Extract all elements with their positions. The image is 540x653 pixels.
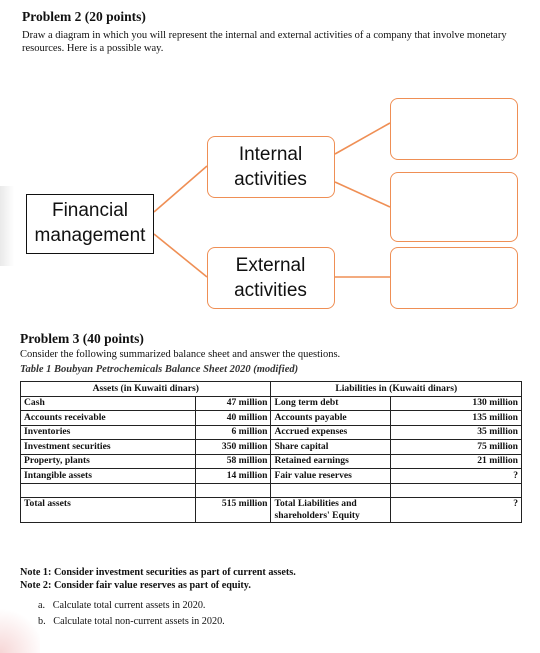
connector-fin-external	[154, 234, 207, 277]
asset-value: 14 million	[195, 469, 271, 484]
questions	[38, 598, 225, 630]
question-b: b. Calculate total non-current assets in 2020.	[38, 616, 225, 627]
problem-3-title: Problem 3 (40 points)	[20, 331, 144, 346]
table-row	[21, 411, 522, 426]
liability-value: 130 million	[391, 396, 522, 411]
liability-value: 35 million	[391, 425, 522, 440]
total-liabilities-value: ?	[391, 498, 522, 523]
liability-value: 135 million	[391, 411, 522, 426]
asset-label: Investment securities	[21, 440, 196, 455]
liability-label: Share capital	[271, 440, 391, 455]
asset-value: 350 million	[195, 440, 271, 455]
liability-value: 21 million	[391, 454, 522, 469]
question-a: a. Calculate total current assets in 2020.	[38, 600, 206, 611]
liability-label: Long term debt	[271, 396, 391, 411]
total-liabilities-label: Total Liabilities and shareholders' Equity	[271, 498, 391, 523]
table-row	[21, 483, 522, 498]
total-assets-value: 515 million	[195, 498, 271, 523]
assets-header: Assets (in Kuwaiti dinars)	[21, 382, 271, 397]
table-row	[21, 469, 522, 484]
empty-box-3	[390, 247, 518, 309]
connector-internal-top	[335, 123, 390, 154]
notes	[20, 566, 296, 592]
asset-value: 58 million	[195, 454, 271, 469]
financial-management-box	[26, 194, 154, 254]
financial-management-label: Financial management	[34, 200, 146, 246]
connector-internal-mid	[335, 182, 390, 207]
internal-activities-label: Internal activities	[234, 144, 307, 190]
liability-label: Accrued expenses	[271, 425, 391, 440]
table-header-row	[21, 382, 522, 397]
asset-value: 47 million	[195, 396, 271, 411]
empty-box-2	[390, 172, 518, 242]
empty-box-1	[390, 98, 518, 160]
asset-label: Intangible assets	[21, 469, 196, 484]
balance-sheet-table	[20, 381, 522, 523]
liability-value: 75 million	[391, 440, 522, 455]
liability-label: Accounts payable	[271, 411, 391, 426]
asset-value: 40 million	[195, 411, 271, 426]
asset-value: 6 million	[195, 425, 271, 440]
asset-label: Cash	[21, 396, 196, 411]
liability-label: Retained earnings	[271, 454, 391, 469]
totals-row	[21, 498, 522, 523]
asset-label: Accounts receivable	[21, 411, 196, 426]
liabilities-header: Liabilities in (Kuwaiti dinars)	[271, 382, 522, 397]
liability-value: ?	[391, 469, 522, 484]
problem-3-text: Consider the following summarized balance sheet and answer the questions.	[20, 349, 341, 360]
corner-decoration	[0, 604, 40, 653]
table-row	[21, 454, 522, 469]
external-activities-label: External activities	[234, 255, 307, 301]
total-assets-label: Total assets	[21, 498, 196, 523]
note-1: Note 1: Consider investment securities as part of current assets.	[20, 567, 296, 578]
external-activities-box	[207, 247, 335, 309]
internal-activities-box	[207, 136, 335, 198]
problem-2-title: Problem 2 (20 points)	[22, 9, 146, 24]
note-2: Note 2: Consider fair value reserves as part of equity.	[20, 580, 251, 591]
asset-label: Property, plants	[21, 454, 196, 469]
problem-2-text: Draw a diagram in which you will represent the internal and external activities of a company that involve monetary resources. Here is a possible way.	[22, 30, 507, 54]
table-row	[21, 440, 522, 455]
table-row	[21, 396, 522, 411]
asset-label: Inventories	[21, 425, 196, 440]
liability-label: Fair value reserves	[271, 469, 391, 484]
connector-fin-internal	[154, 166, 207, 212]
table-row	[21, 425, 522, 440]
table-caption: Table 1 Boubyan Petrochemicals Balance Sheet 2020 (modified)	[20, 364, 299, 375]
